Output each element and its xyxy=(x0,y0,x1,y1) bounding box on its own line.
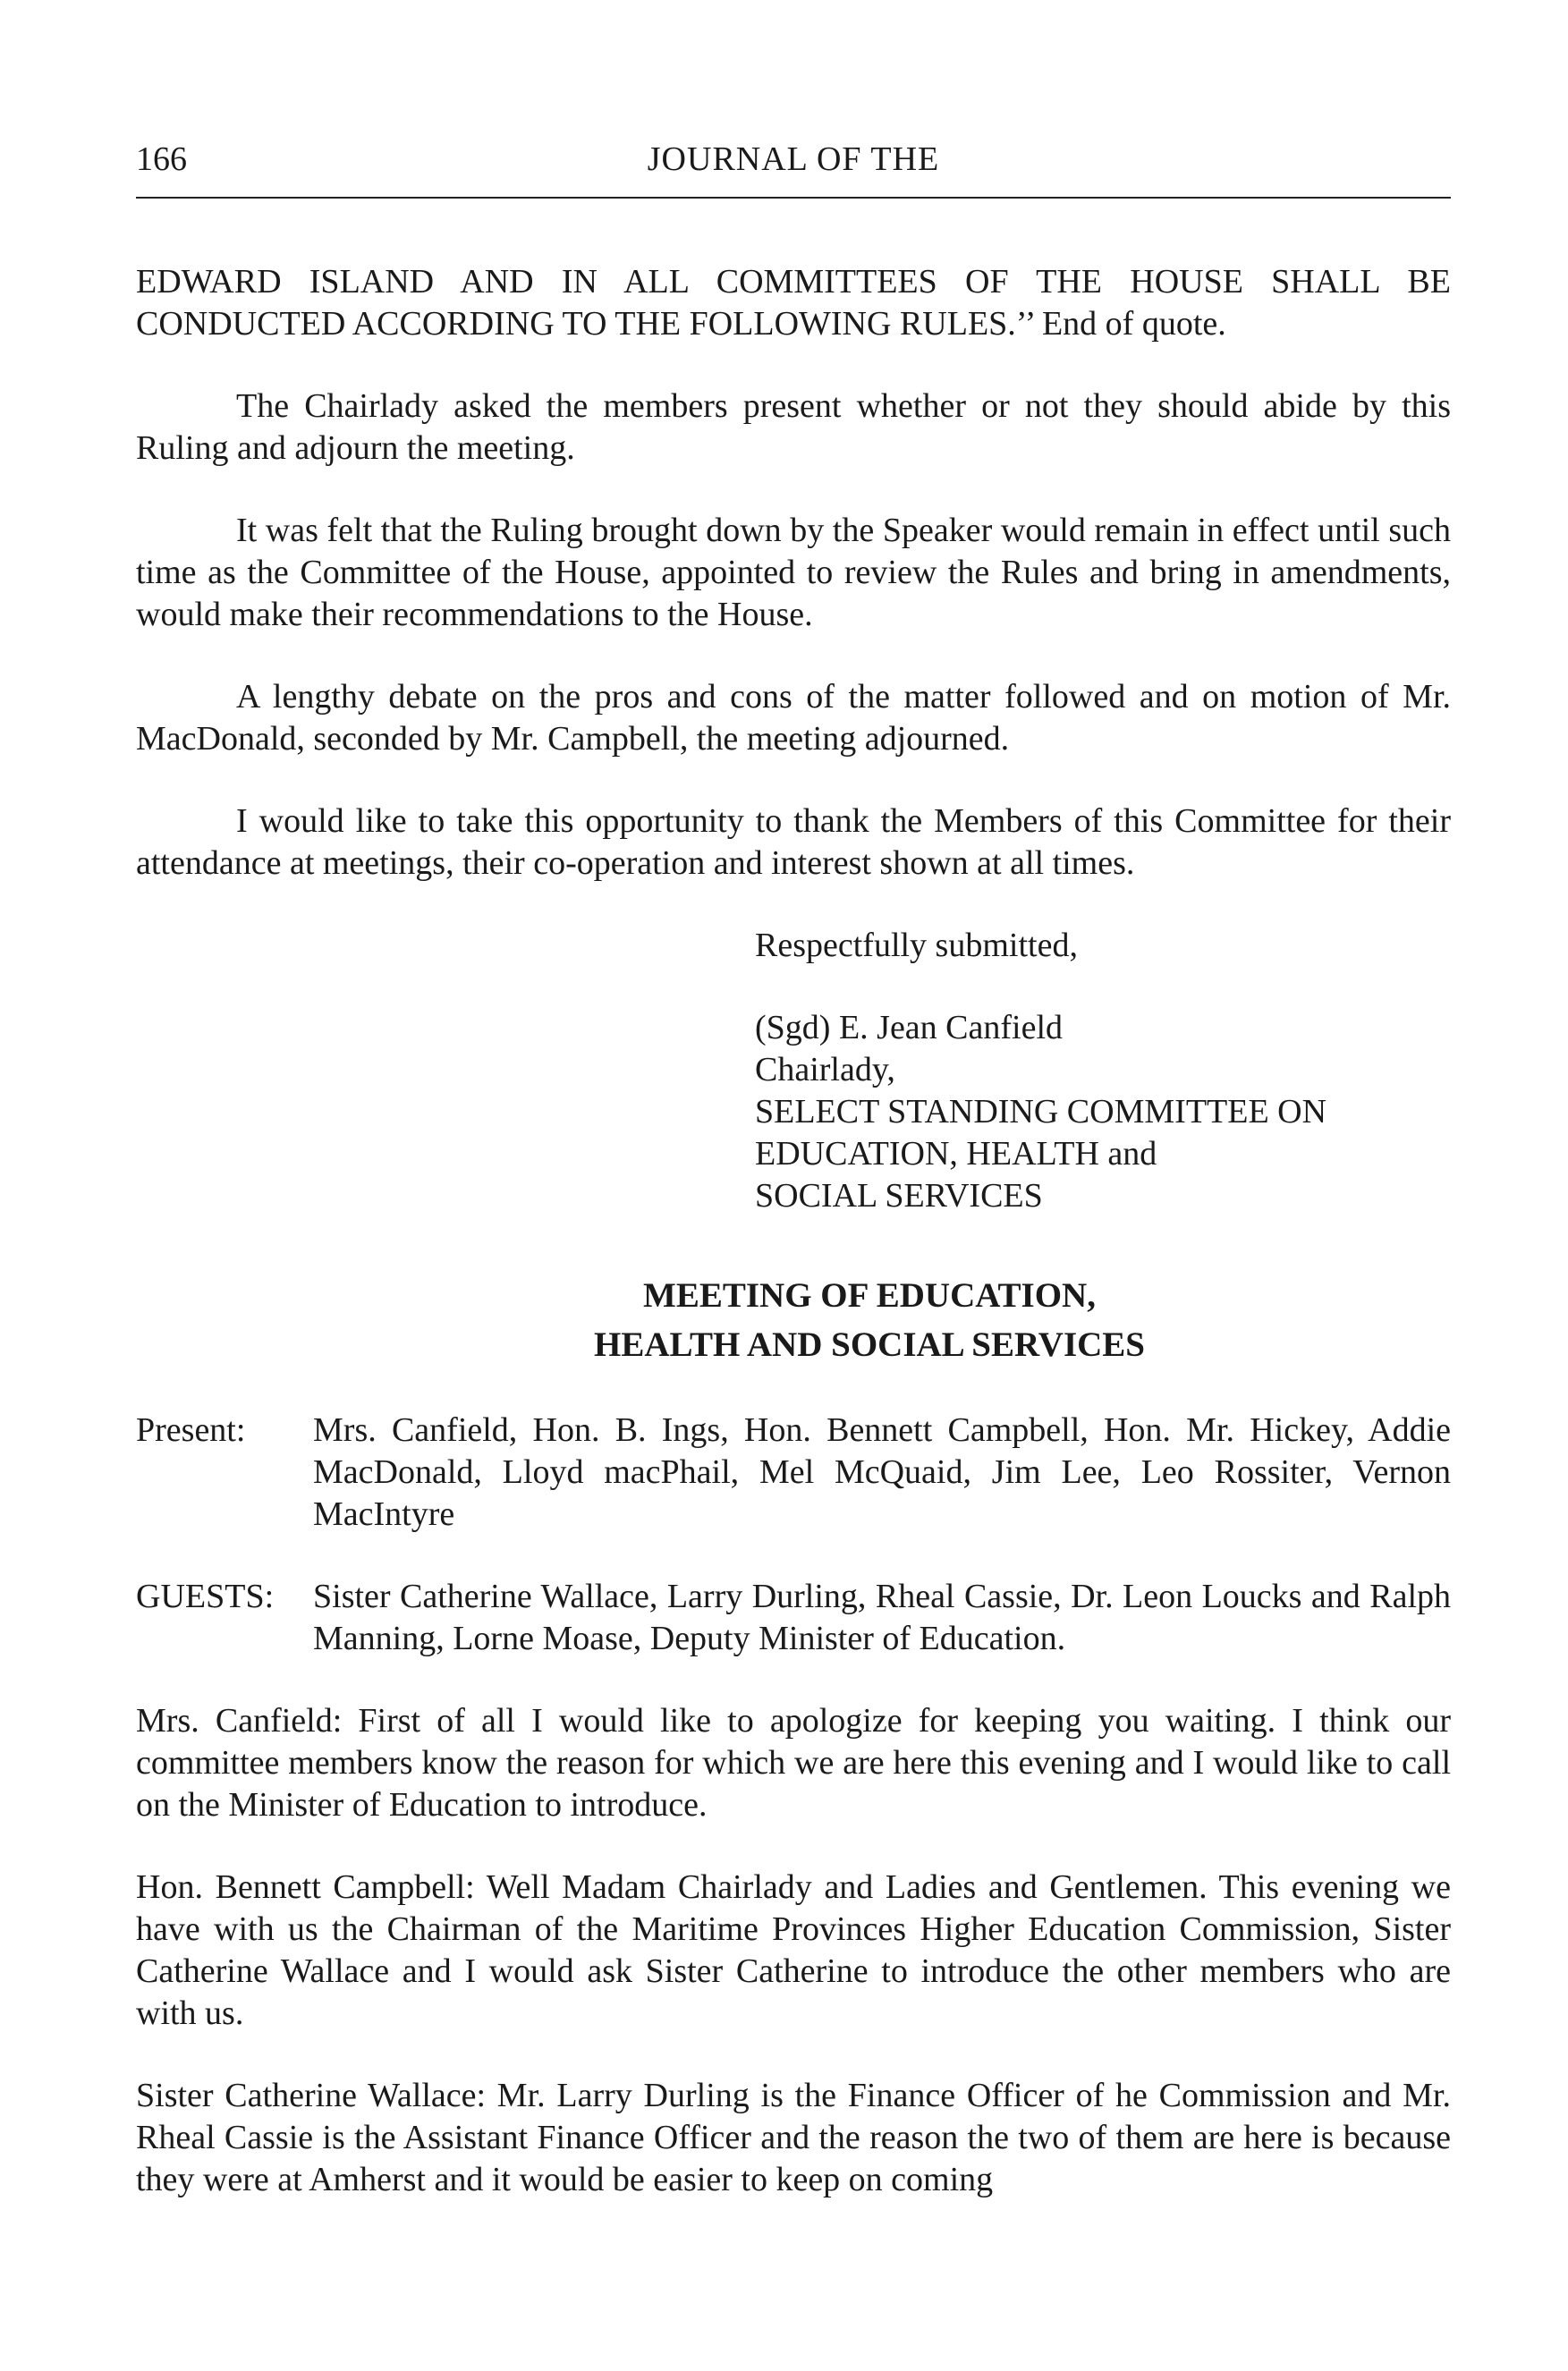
signature-block xyxy=(755,1007,1451,1217)
closing xyxy=(755,925,1451,967)
dialogue-paragraph: Mrs. Canfield: First of all I would like to apologize for keeping you waiting. I think our committee members know the reason for which we are here this evening and I would like to call on the Minister of Education to introduce. xyxy=(136,1702,1451,1824)
present-label: Present: xyxy=(136,1411,246,1449)
closing-line: Respectfully submitted, xyxy=(755,927,1078,964)
guests-list: Sister Catherine Wallace, Larry Durling, Rheal Cassie, Dr. Leon Loucks and Ralph Manning, Lorne Moase, Deputy Minister of Education. xyxy=(313,1578,1451,1657)
section-heading xyxy=(288,1271,1451,1369)
section-heading-line: MEETING OF EDUCATION, xyxy=(643,1276,1096,1315)
guests-entry xyxy=(136,1576,1451,1660)
body-paragraph: I would like to take this opportunity to thank the Members of this Committee for their attendance at meetings, their co-operation and interest shown at all times. xyxy=(136,802,1451,882)
continued-paragraph: EDWARD ISLAND AND IN ALL COMMITTEES OF THE HOUSE SHALL BE CONDUCTED ACCORDING TO THE FOLLOWING RULES.’’ End of quote. xyxy=(136,263,1451,343)
page-header xyxy=(136,134,1451,199)
present-entry xyxy=(136,1410,1451,1536)
body-paragraph: It was felt that the Ruling brought down by the Speaker would remain in effect until such time as the Committee of the House, appointed to review the Rules and bring in amendments, would make their recommendations to the House. xyxy=(136,512,1451,633)
running-title: JOURNAL OF THE xyxy=(647,140,940,178)
journal-page xyxy=(136,134,1451,2201)
page-number: 166 xyxy=(136,140,187,178)
section-heading-line: HEALTH AND SOCIAL SERVICES xyxy=(594,1325,1145,1364)
guests-label: GUESTS: xyxy=(136,1578,275,1615)
signature-title: Chairlady, xyxy=(755,1051,895,1088)
dialogue-paragraph: Hon. Bennett Campbell: Well Madam Chairlady and Ladies and Gentlemen. This evening we have with us the Chairman of the Maritime Provinces Higher Education Commission, Sister Catherine Wallace and I would ask Sister Catherine to introduce the other members who are with us. xyxy=(136,1868,1451,2032)
body-paragraph: A lengthy debate on the pros and cons of the matter followed and on motion of Mr. MacDonald, seconded by Mr. Campbell, the meeting adjourned. xyxy=(136,678,1451,758)
signature-committee: SELECT STANDING COMMITTEE ON xyxy=(755,1093,1327,1130)
signature-committee: SOCIAL SERVICES xyxy=(755,1177,1043,1215)
signature-name: (Sgd) E. Jean Canfield xyxy=(755,1009,1064,1046)
signature-committee: EDUCATION, HEALTH and xyxy=(755,1135,1157,1173)
body-paragraph: The Chairlady asked the members present whether or not they should abide by this Ruling and adjourn the meeting. xyxy=(136,387,1451,467)
present-list: Mrs. Canfield, Hon. B. Ings, Hon. Bennett Campbell, Hon. Mr. Hickey, Addie MacDonald, Lloyd macPhail, Mel McQuaid, Jim Lee, Leo Rossiter, Vernon MacIntyre xyxy=(313,1411,1451,1533)
dialogue-paragraph: Sister Catherine Wallace: Mr. Larry Durling is the Finance Officer of he Commission and Mr. Rheal Cassie is the Assistant Finance Officer and the reason the two of them are here is because they were at Amherst and it would be easier to keep on coming xyxy=(136,2077,1451,2198)
